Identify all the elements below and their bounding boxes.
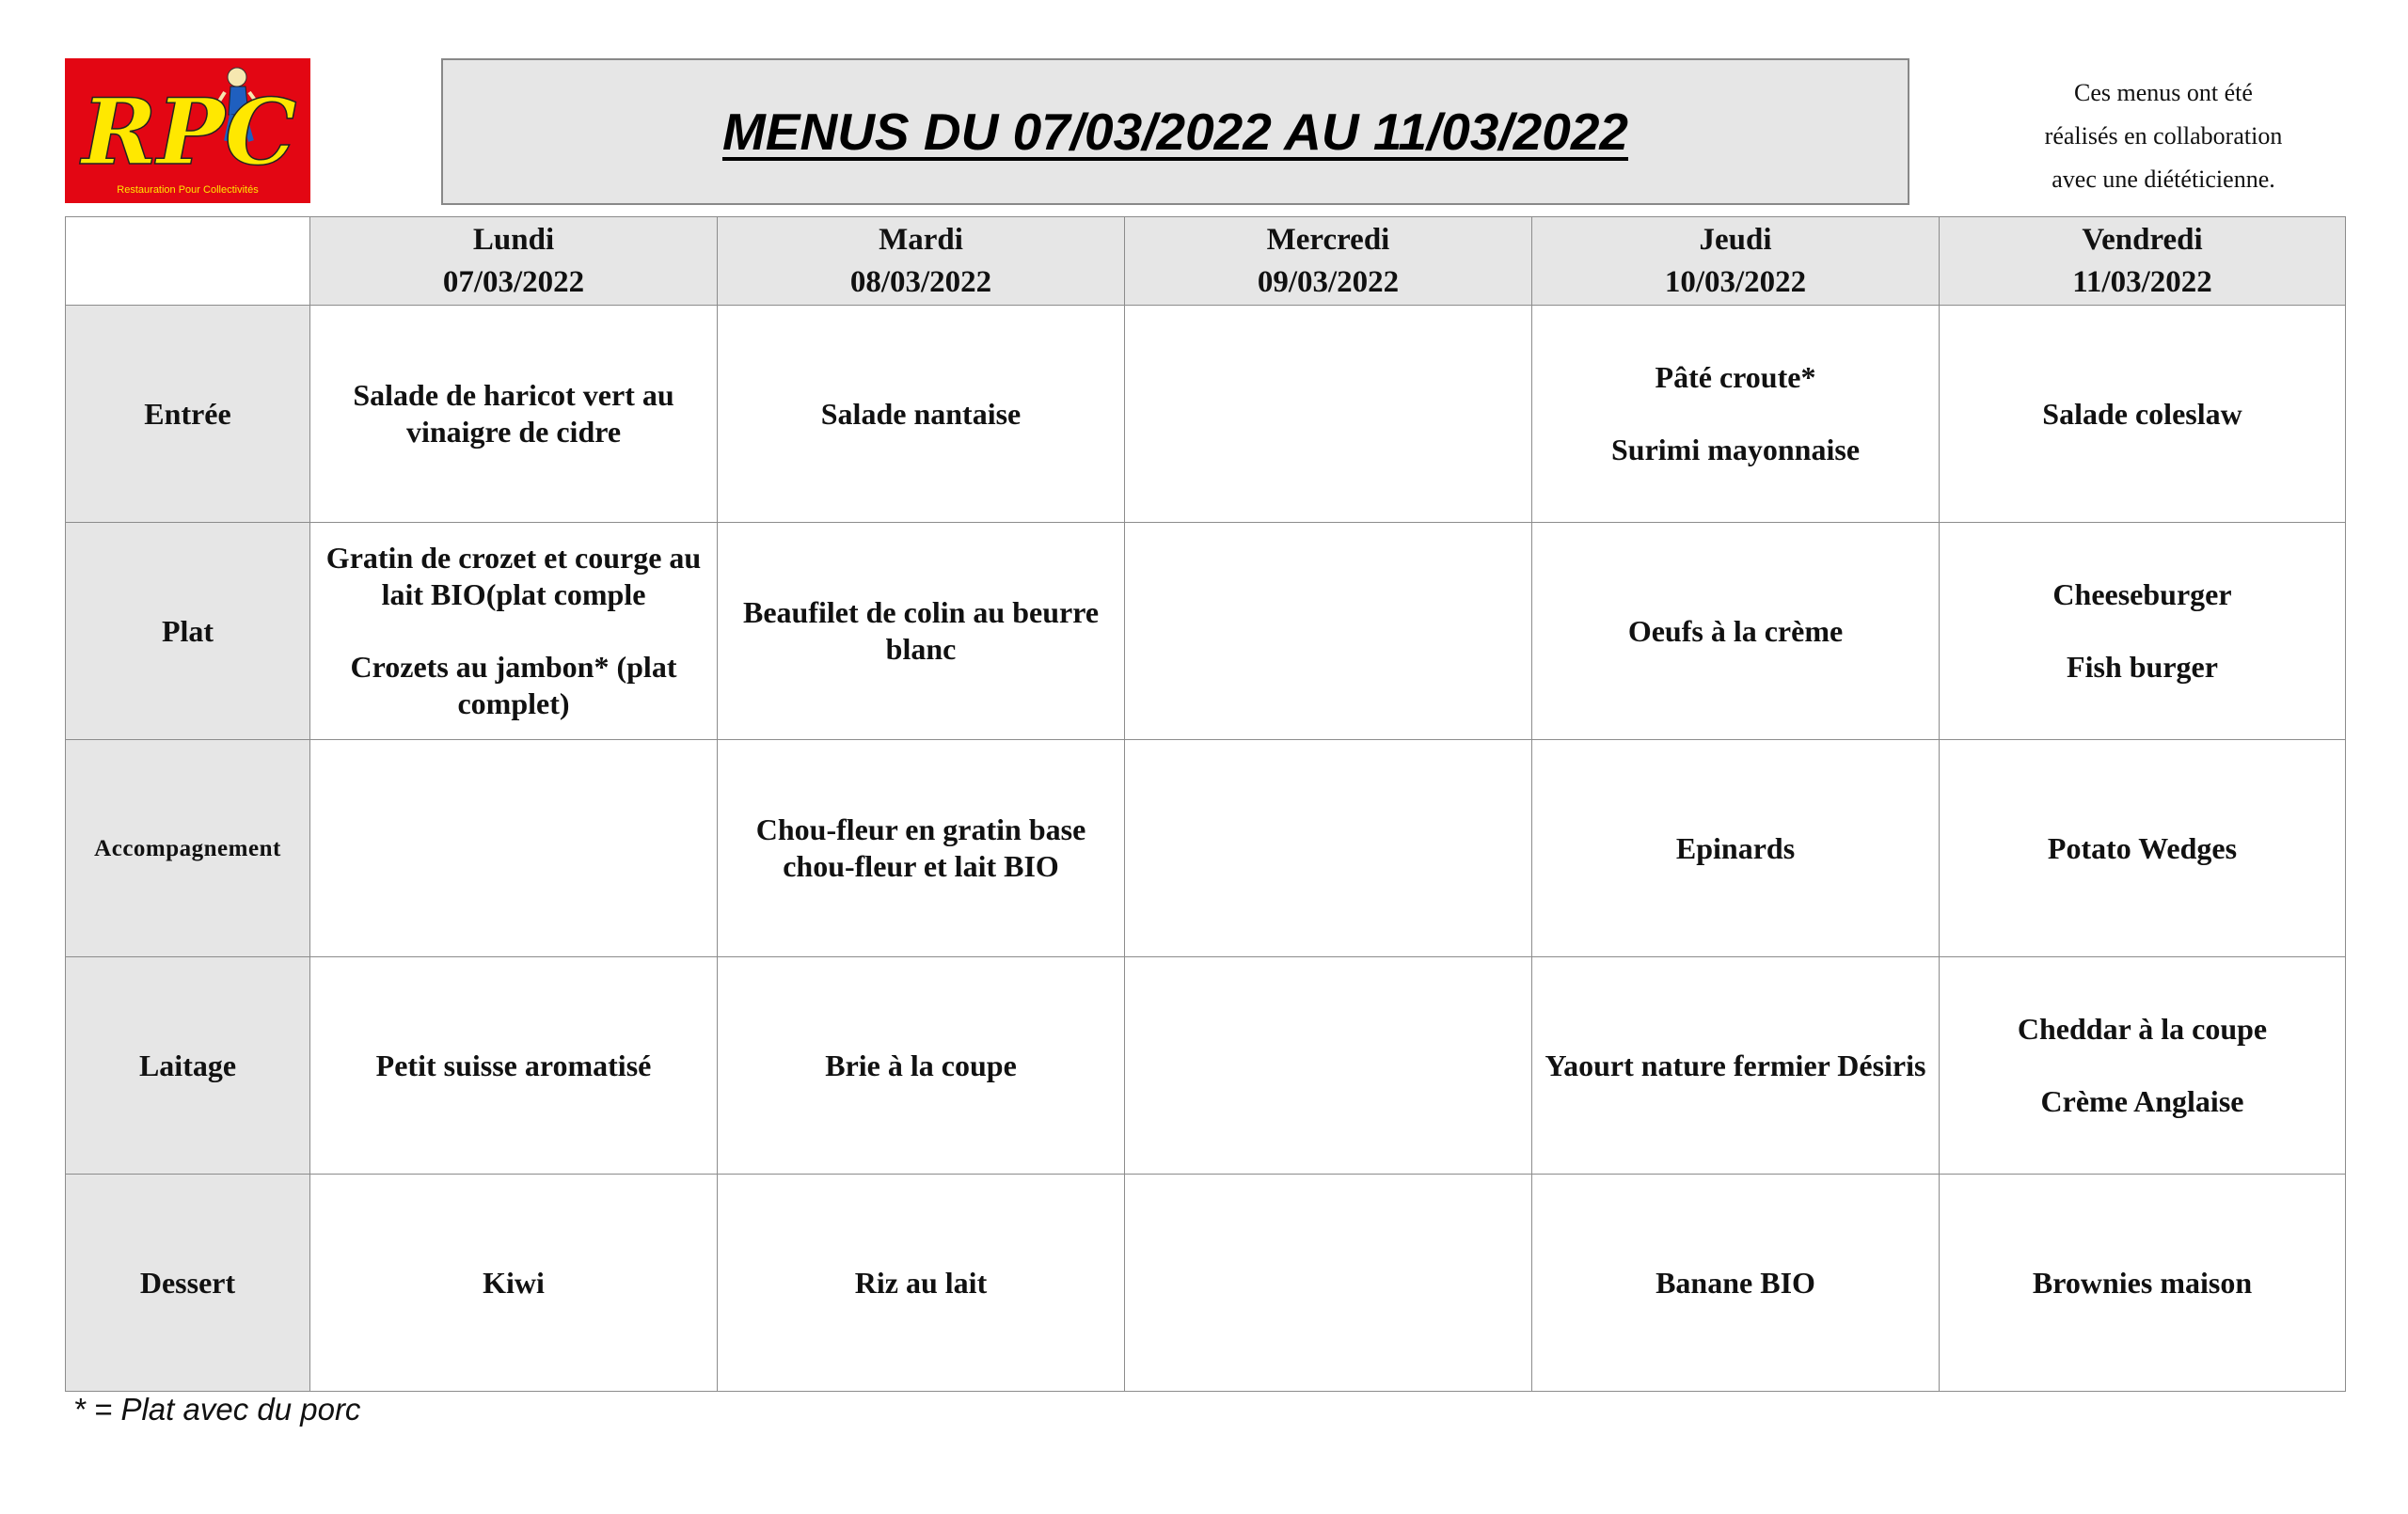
menu-cell: Cheddar à la coupe Crème Anglaise [1940, 957, 2346, 1175]
menu-row-accompagnement [66, 740, 2346, 957]
rpc-logo-mark [65, 58, 310, 203]
menu-row-laitage [66, 957, 2346, 1175]
page-title: MENUS DU 07/03/2022 AU 11/03/2022 [721, 103, 1629, 161]
row-label: Accompagnement [66, 740, 310, 957]
menu-cell: Gratin de crozet et courge au lait BIO(plat comple Crozets au jambon* (plat complet) [310, 523, 718, 740]
row-label: Dessert [66, 1175, 310, 1392]
menu-cell: Chou-fleur en gratin base chou-fleur et lait BIO [718, 740, 1125, 957]
menu-cell: Riz au lait [718, 1175, 1125, 1392]
day-header: Jeudi 10/03/2022 [1532, 217, 1940, 306]
menu-row-dessert [66, 1175, 2346, 1392]
menu-cell [1125, 957, 1532, 1175]
note-line: réalisés en collaboration [2044, 122, 2283, 150]
menu-cell [310, 740, 718, 957]
dietitian-note [1966, 71, 2361, 201]
menu-cell: Oeufs à la crème [1532, 523, 1940, 740]
day-header: Vendredi 11/03/2022 [1940, 217, 2346, 306]
note-line: avec une diététicienne. [2052, 166, 2275, 193]
menu-cell: Potato Wedges [1940, 740, 2346, 957]
day-header: Mardi 08/03/2022 [718, 217, 1125, 306]
menu-cell: Banane BIO [1532, 1175, 1940, 1392]
logo-caption: Restauration Pour Collectivités [117, 184, 259, 196]
menu-table [65, 216, 2346, 1392]
row-label: Entrée [66, 306, 310, 523]
menu-cell: Yaourt nature fermier Désiris [1532, 957, 1940, 1175]
note-line: Ces menus ont été [2074, 79, 2253, 106]
menu-cell [1125, 1175, 1532, 1392]
row-label: Laitage [66, 957, 310, 1175]
menu-cell: Epinards [1532, 740, 1940, 957]
menu-cell: Petit suisse aromatisé [310, 957, 718, 1175]
menu-cell: Salade de haricot vert au vinaigre de cidre [310, 306, 718, 523]
menu-cell: Cheeseburger Fish burger [1940, 523, 2346, 740]
row-label: Plat [66, 523, 310, 740]
menu-row-plat [66, 523, 2346, 740]
company-logo [65, 58, 310, 203]
menu-cell [1125, 523, 1532, 740]
menu-cell: Brownies maison [1940, 1175, 2346, 1392]
day-header: Mercredi 09/03/2022 [1125, 217, 1532, 306]
days-header-row [66, 217, 2346, 306]
menu-cell: Pâté croute* Surimi mayonnaise [1532, 306, 1940, 523]
day-header: Lundi 07/03/2022 [310, 217, 718, 306]
corner-cell [66, 217, 310, 306]
menu-row-entree [66, 306, 2346, 523]
menu-cell: Salade nantaise [718, 306, 1125, 523]
logo-text: RPC [82, 79, 297, 185]
menu-cell: Beaufilet de colin au beurre blanc [718, 523, 1125, 740]
pork-footnote: * = Plat avec du porc [73, 1392, 361, 1427]
menu-cell: Salade coleslaw [1940, 306, 2346, 523]
title-box [441, 58, 1909, 205]
menu-cell [1125, 306, 1532, 523]
menu-cell: Brie à la coupe [718, 957, 1125, 1175]
menu-cell: Kiwi [310, 1175, 718, 1392]
menu-cell [1125, 740, 1532, 957]
